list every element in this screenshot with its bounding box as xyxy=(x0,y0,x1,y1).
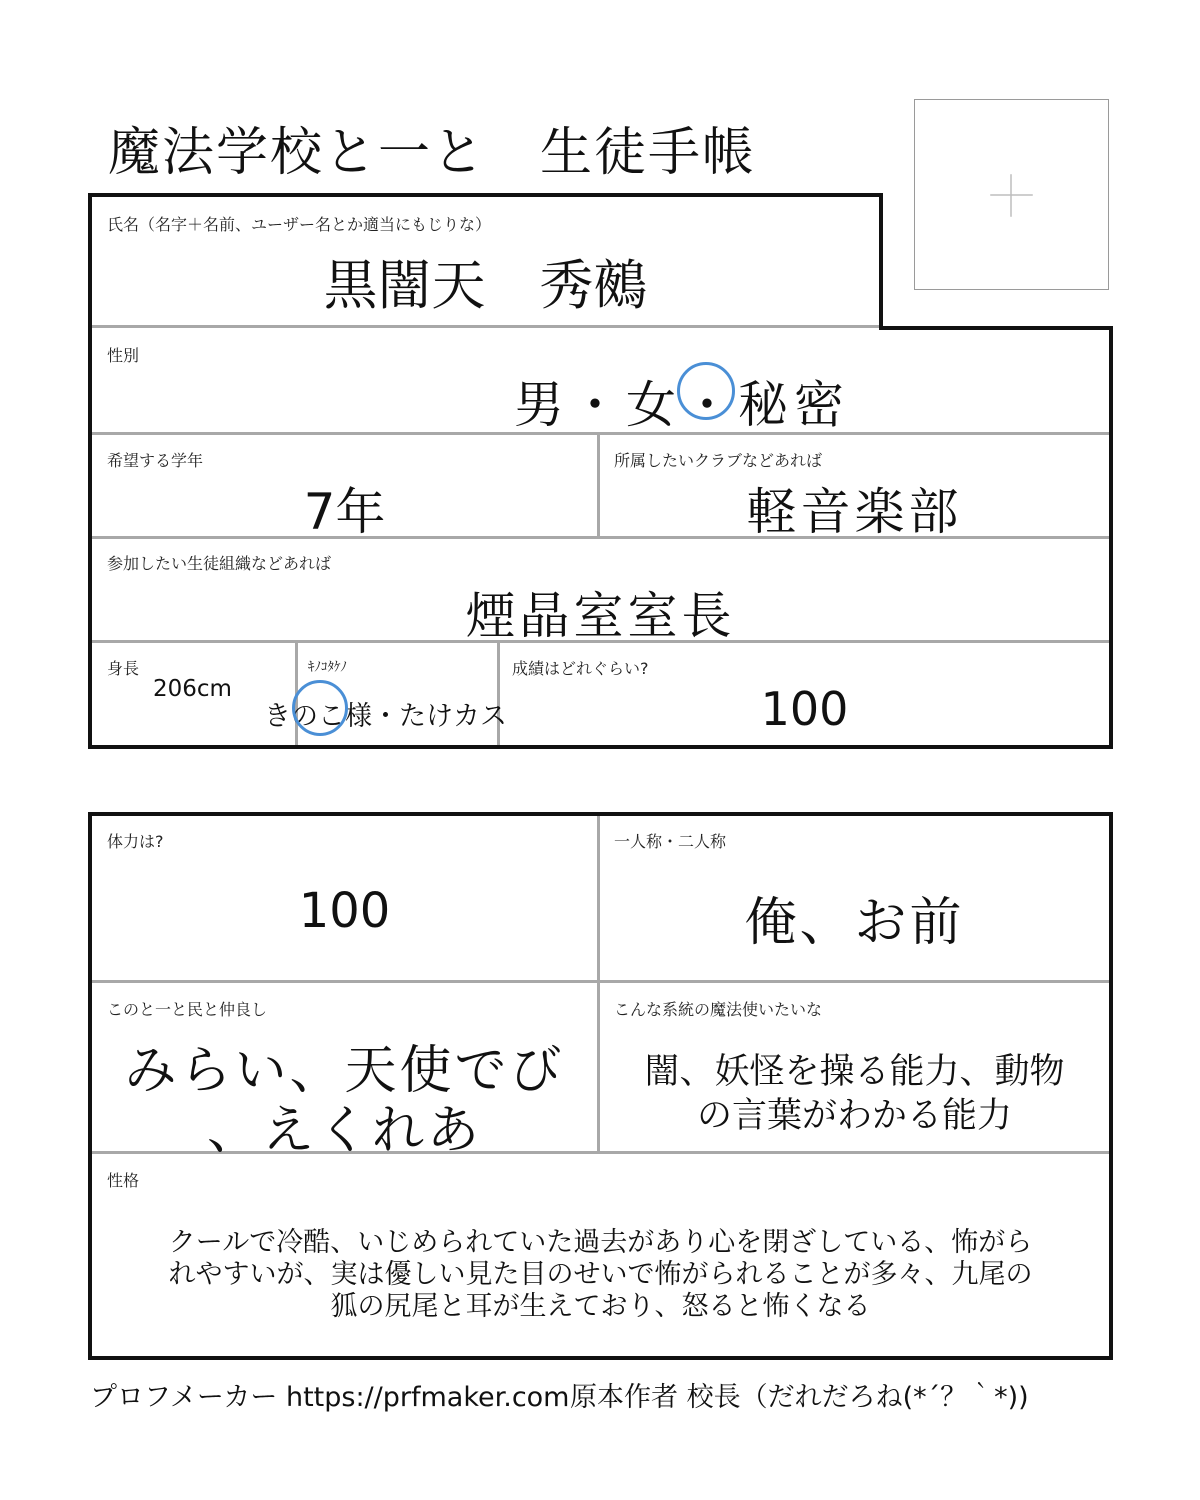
club-label: 所属したいクラブなどあれば xyxy=(614,451,823,470)
page-title: 魔法学校と一と 生徒手帳 xyxy=(108,123,757,183)
personality-line3: 狐の尻尾と耳が生えており、怒ると怖くなる xyxy=(330,1291,871,1322)
stamina-label: 体力は? xyxy=(107,832,164,851)
kinotake-label: ｷﾉｺﾀｹﾉ xyxy=(308,660,347,675)
grade-label: 希望する学年 xyxy=(107,451,204,470)
gender-value: 男・女・秘密 xyxy=(514,376,850,434)
magic-value-line1: 闇、妖怪を操る能力、動物 xyxy=(644,1052,1065,1092)
footer-author: 原本作者 校長（だれだろね(*´？｀*)) xyxy=(570,1382,1029,1413)
name-value: 黒闇天 秀鵺 xyxy=(323,254,648,317)
magic-label: こんな系統の魔法使いたいな xyxy=(614,1000,823,1019)
name-label: 氏名（名字＋名前、ユーザー名とか適当にもじりな） xyxy=(107,215,492,234)
plus-icon xyxy=(915,100,1108,289)
kinotake-selection-circle xyxy=(292,680,348,736)
gender-label: 性別 xyxy=(107,346,140,365)
pronouns-label: 一人称・二人称 xyxy=(614,832,727,851)
magic-value-line2: の言葉がわかる能力 xyxy=(696,1096,1012,1136)
grades-score-value: 100 xyxy=(760,682,849,736)
grades-score-label: 成績はどれぐらい? xyxy=(512,659,649,678)
friends-value-line1: みらい、天使でび xyxy=(124,1041,565,1101)
organization-label: 参加したい生徒組織などあれば xyxy=(107,554,332,573)
photo-placeholder[interactable] xyxy=(914,99,1109,290)
footer-maker-link[interactable]: プロフメーカー https://prfmaker.com xyxy=(90,1382,570,1413)
personality-label: 性格 xyxy=(107,1171,140,1190)
friends-label: このと一と民と仲良し xyxy=(107,1000,268,1019)
personality-line2: れやすいが、実は優しい見た目のせいで怖がられることが多々、九尾の xyxy=(168,1259,1033,1290)
height-label: 身長 xyxy=(107,659,140,678)
height-value: 206cm xyxy=(153,676,232,702)
stamina-value: 100 xyxy=(298,883,391,939)
organization-value: 煙晶室室長 xyxy=(465,587,736,645)
friends-value-line2: 、えくれあ xyxy=(206,1101,482,1161)
personality-line1: クールで冷酷、いじめられていた過去があり心を閉ざしている、怖がら xyxy=(168,1227,1033,1258)
pronouns-value: 俺、お前 xyxy=(744,893,965,953)
club-value: 軽音楽部 xyxy=(746,483,963,541)
kinotake-value: きのこ様・たけカス xyxy=(264,701,507,732)
grade-value: 7年 xyxy=(303,483,386,541)
gender-selection-circle xyxy=(677,362,735,420)
